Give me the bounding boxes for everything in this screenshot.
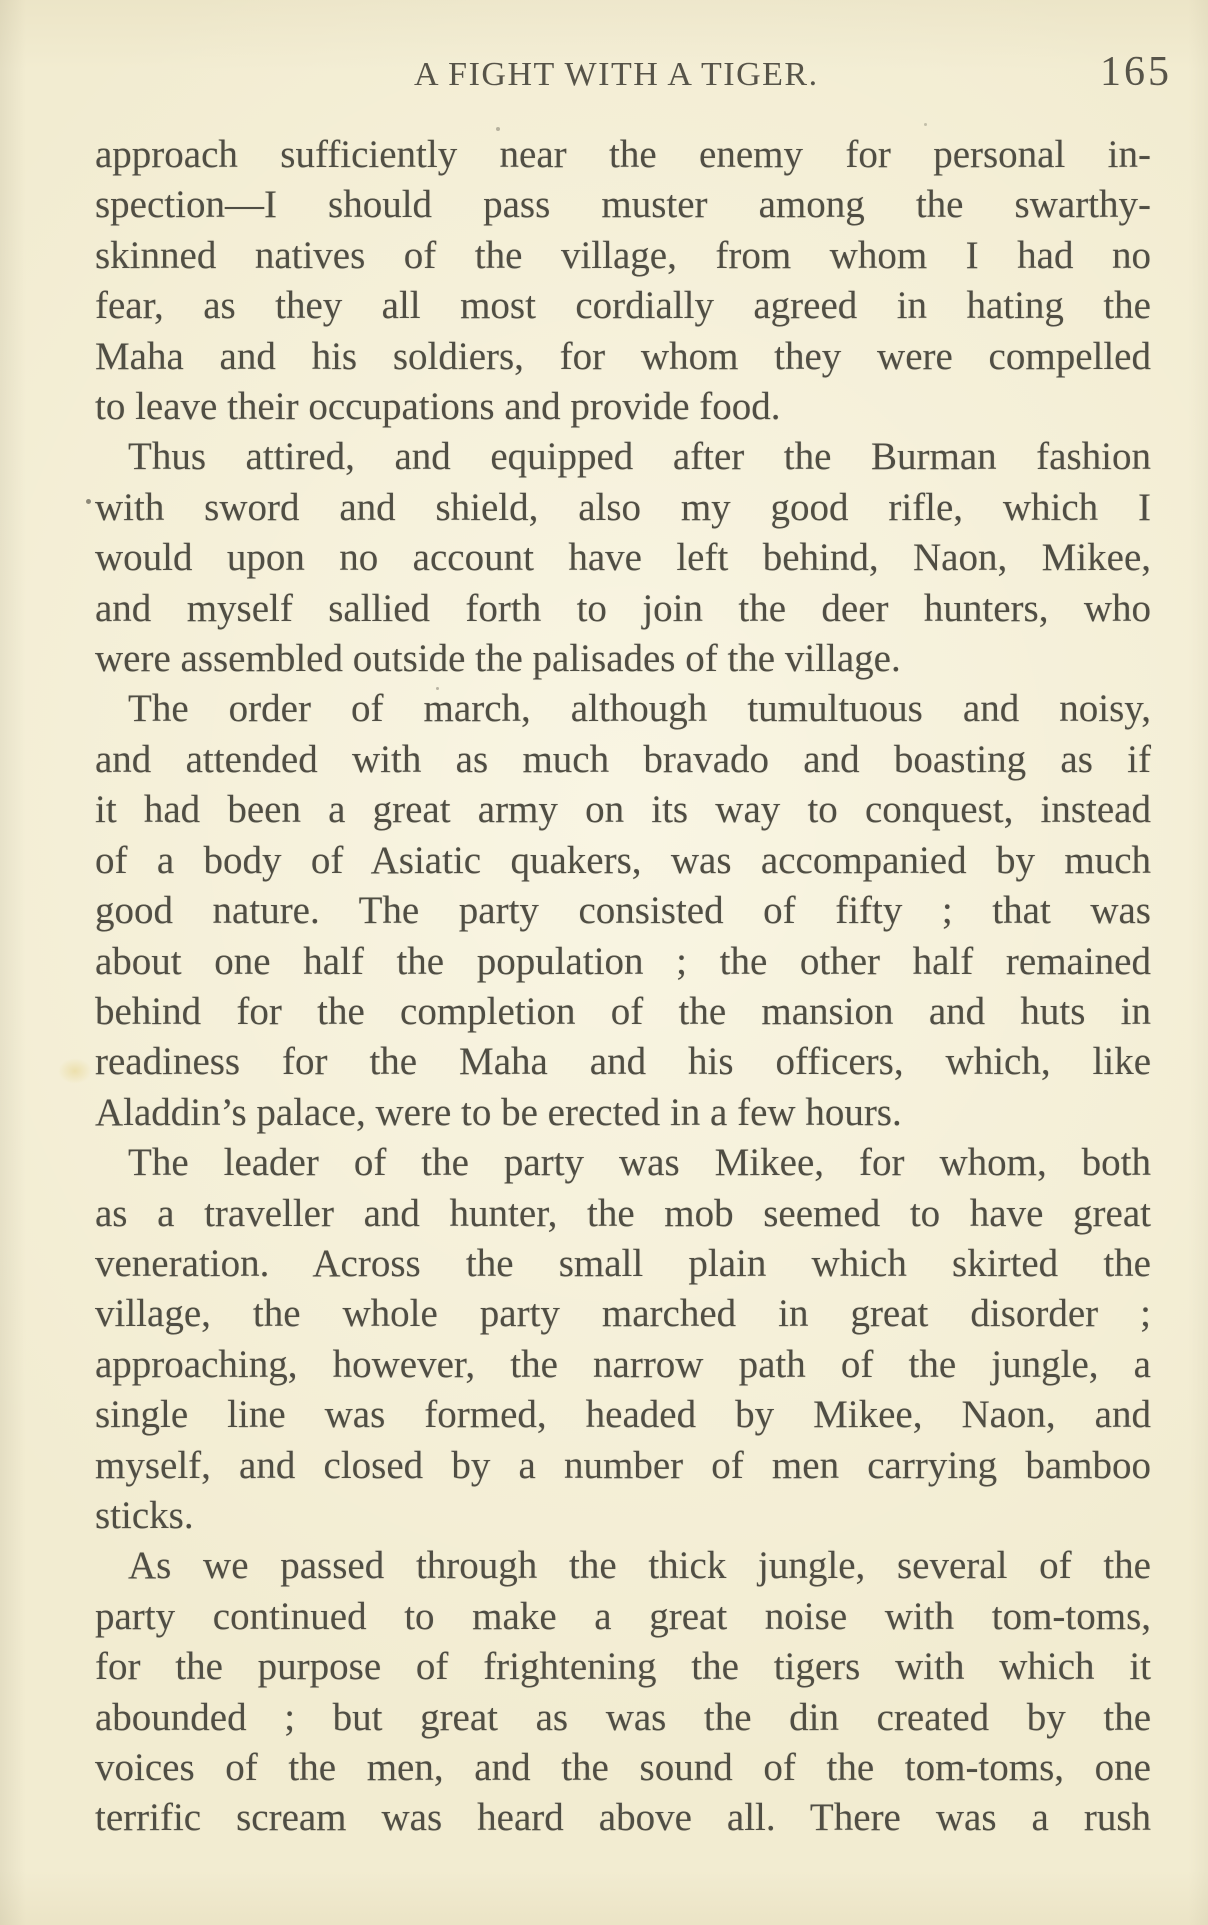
text-line: voices of the men, and the sound of the tom-toms, one xyxy=(95,1746,1151,1789)
text-line: Thus attired, and equipped after the Burman fashion xyxy=(128,435,1151,479)
text-line: fear, as they all most cordially agreed in hating the xyxy=(95,284,1151,328)
text-line: single line was formed, headed by Mikee, Naon, and xyxy=(95,1393,1151,1437)
text-line: were assembled outside the palisades of the village. xyxy=(95,637,901,681)
text-line: party continued to make a great noise with tom-toms, xyxy=(95,1594,1151,1638)
text-line: and myself sallied forth to join the deer hunters, who xyxy=(95,586,1151,630)
paragraph xyxy=(95,1541,1151,1843)
text-line: readiness for the Maha and his officers, which, like xyxy=(95,1040,1151,1084)
text-line: behind for the completion of the mansion and huts in xyxy=(95,989,1151,1033)
text-line: As we passed through the thick jungle, several of the xyxy=(128,1544,1151,1588)
text-line: The leader of the party was Mikee, for whom, both xyxy=(128,1141,1151,1185)
text-line: skinned natives of the village, from whom I had no xyxy=(95,233,1151,277)
paragraph xyxy=(95,432,1151,684)
text-line: and attended with as much bravado and boasting as if xyxy=(95,737,1151,781)
text-line: Aladdin’s palace, were to be erected in a few hours. xyxy=(95,1090,902,1134)
paper-stain xyxy=(58,1058,92,1084)
ink-speck xyxy=(496,127,500,131)
text-line: Maha and his soldiers, for whom they were compelled xyxy=(95,334,1151,378)
text-line: for the purpose of frightening the tigers with which it xyxy=(95,1645,1151,1689)
text-line: good nature. The party consisted of fifty ; that was xyxy=(95,889,1151,933)
text-line: about one half the population ; the other half remained xyxy=(95,939,1151,983)
text-line: abounded ; but great as was the din created by the xyxy=(95,1695,1151,1739)
text-line: terrific scream was heard above all. There was a rush xyxy=(95,1796,1151,1840)
text-line: with sword and shield, also my good rifle, which I xyxy=(95,485,1151,529)
text-line: spection—I should pass muster among the swarthy- xyxy=(95,183,1151,227)
text-line: sticks. xyxy=(95,1493,194,1537)
page-body xyxy=(95,130,1151,1844)
text-line: approach sufficiently near the enemy for personal in- xyxy=(95,133,1151,176)
text-line: The order of march, although tumultuous and noisy, xyxy=(128,687,1151,731)
paragraph xyxy=(95,1138,1151,1541)
ink-speck xyxy=(86,499,91,504)
page-number: 165 xyxy=(1100,49,1172,95)
ink-speck xyxy=(924,123,927,126)
text-line: as a traveller and hunter, the mob seemed to have great xyxy=(95,1191,1151,1235)
text-line: to leave their occupations and provide food. xyxy=(95,385,781,429)
text-line: myself, and closed by a number of men carrying bamboo xyxy=(95,1443,1151,1487)
text-line: veneration. Across the small plain which skirted the xyxy=(95,1241,1151,1285)
paragraph xyxy=(95,130,1151,432)
ink-speck xyxy=(436,687,439,690)
text-line: village, the whole party marched in great disorder ; xyxy=(95,1292,1151,1336)
text-line: of a body of Asiatic quakers, was accompanied by much xyxy=(95,838,1151,882)
text-line: approaching, however, the narrow path of the jungle, a xyxy=(95,1342,1151,1386)
running-title: A FIGHT WITH A TIGER. xyxy=(414,56,819,93)
paragraph xyxy=(95,684,1151,1138)
text-line: it had been a great army on its way to conquest, instead xyxy=(95,788,1151,832)
text-line: would upon no account have left behind, Naon, Mikee, xyxy=(95,536,1151,580)
